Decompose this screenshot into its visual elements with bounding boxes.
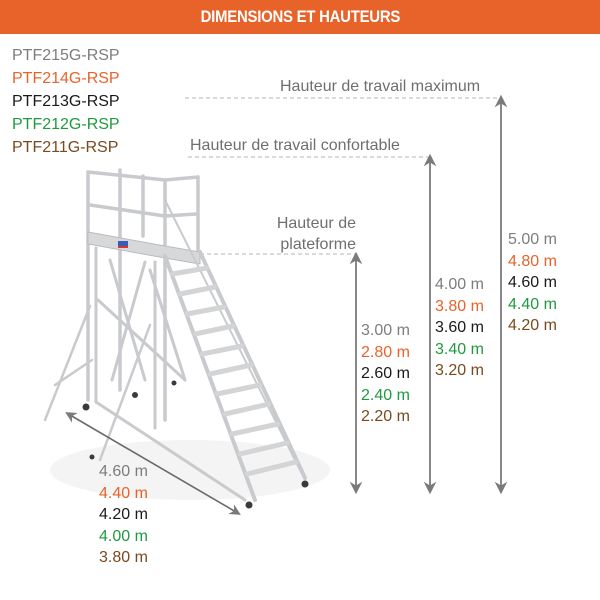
legend-model-ptf212g: PTF212G-RSP <box>12 116 120 133</box>
value-ptf212g: 3.40 m <box>435 340 484 358</box>
value-ptf212g: 2.40 m <box>361 386 410 404</box>
value-ptf213g: 3.60 m <box>435 319 484 336</box>
platform-height-label <box>268 213 356 255</box>
value-ptf215g: 4.60 m <box>99 463 148 480</box>
platform-height-label-line1: Hauteur de <box>276 215 356 232</box>
legend-model-ptf214g: PTF214G-RSP <box>12 70 120 87</box>
value-ptf215g: 3.00 m <box>361 322 410 339</box>
value-ptf211g: 3.20 m <box>435 362 484 379</box>
value-ptf214g: 4.80 m <box>508 252 557 270</box>
value-ptf211g: 3.80 m <box>99 549 148 566</box>
value-ptf211g: 4.20 m <box>508 317 557 334</box>
value-ptf213g: 2.60 m <box>361 365 410 382</box>
comfort-height-values <box>435 274 484 382</box>
legend-model-ptf213g: PTF213G-RSP <box>12 93 120 110</box>
value-ptf211g: 2.20 m <box>361 408 410 425</box>
value-ptf215g: 4.00 m <box>435 276 484 293</box>
platform-height-label-line2: plateforme <box>280 236 356 253</box>
comfort-work-height-label: Hauteur de travail confortable <box>190 137 400 154</box>
value-ptf214g: 3.80 m <box>435 297 484 315</box>
value-ptf214g: 4.40 m <box>99 484 148 502</box>
value-ptf214g: 2.80 m <box>361 343 410 361</box>
value-ptf212g: 4.40 m <box>508 295 557 313</box>
value-ptf212g: 4.00 m <box>99 527 148 545</box>
header-title: DIMENSIONS ET HAUTEURS <box>200 7 400 26</box>
max-work-height-label: Hauteur de travail maximum <box>280 78 481 95</box>
value-ptf213g: 4.20 m <box>99 506 148 523</box>
max-height-values <box>508 229 557 337</box>
legend-model-ptf215g: PTF215G-RSP <box>12 47 120 64</box>
value-ptf213g: 4.60 m <box>508 274 557 291</box>
platform-height-values <box>361 320 410 428</box>
legend-model-ptf211g: PTF211G-RSP <box>12 139 119 156</box>
value-ptf215g: 5.00 m <box>508 231 557 248</box>
length-values <box>99 461 148 569</box>
